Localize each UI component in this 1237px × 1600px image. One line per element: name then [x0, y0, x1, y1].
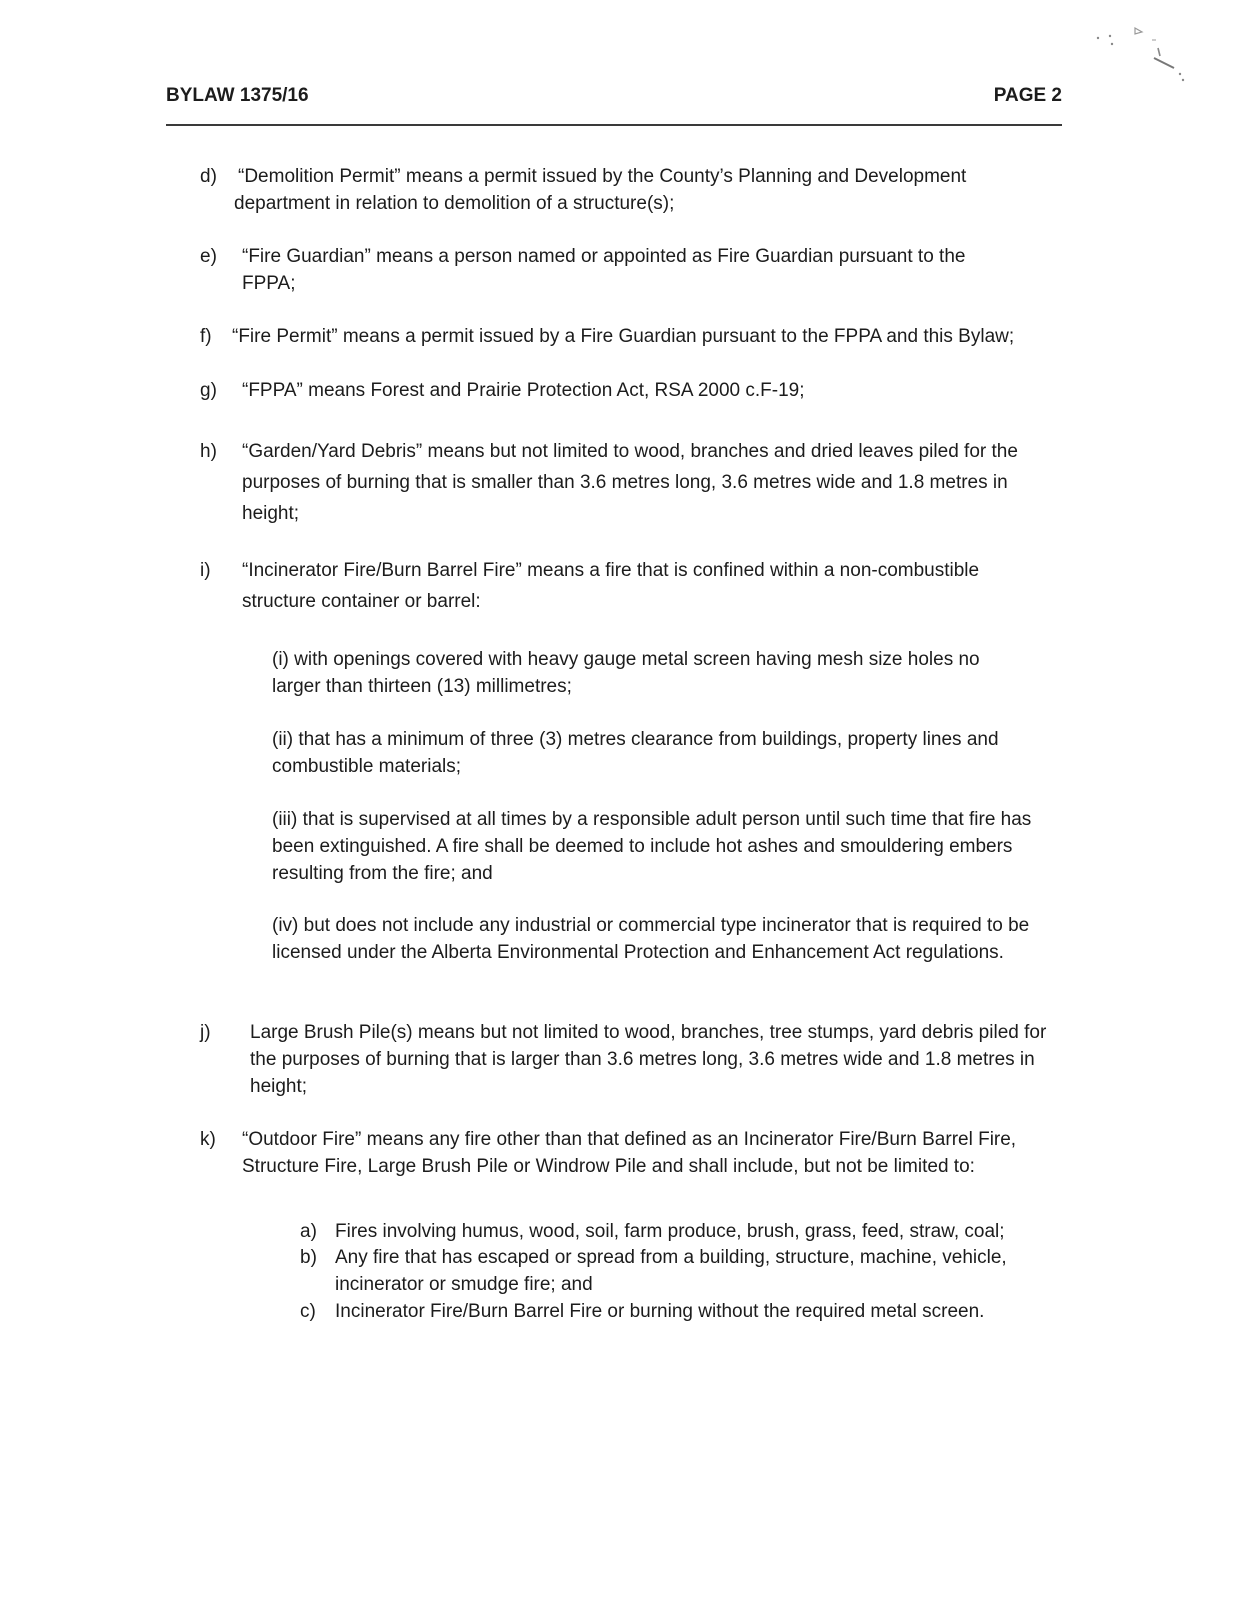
page-header	[166, 85, 1062, 111]
definition-text: “FPPA” means Forest and Prairie Protection Act, RSA 2000 c.F-19;	[242, 380, 805, 401]
definition-text: “Demolition Permit” means a permit issued by the County’s Planning and Development department in relation to demolition of a structure(s);	[234, 166, 967, 214]
outdoor-fire-text: Incinerator Fire/Burn Barrel Fire or burning without the required metal screen.	[335, 1301, 985, 1322]
incinerator-condition-i: (i) with openings covered with heavy gauge metal screen having mesh size holes no larger than thirteen (13) millimetres;	[272, 649, 980, 697]
definition-text: “Fire Guardian” means a person named or appointed as Fire Guardian pursuant to the FPPA;	[242, 246, 966, 294]
outdoor-fire-label: a)	[300, 1221, 317, 1242]
definition-text: “Garden/Yard Debris” means but not limited to wood, branches and dried leaves piled for the purposes of burning that is smaller than 3.6 metres long, 3.6 metres wide and 1.8 metres in height;	[242, 441, 1018, 524]
incinerator-condition-iv: (iv) but does not include any industrial or commercial type incinerator that is required to be licensed under the Alberta Environmental Protection and Enhancement Act regulations.	[272, 915, 1030, 963]
definition-label: g)	[200, 380, 217, 401]
outdoor-fire-label: b)	[300, 1247, 317, 1268]
definition-label: e)	[200, 246, 217, 267]
definition-text: Large Brush Pile(s) means but not limited to wood, branches, tree stumps, yard debris piled for the purposes of burning that is larger than 3.6 metres long, 3.6 metres wide and 1.8 metres in height;	[250, 1022, 1047, 1097]
outdoor-fire-label: c)	[300, 1301, 316, 1322]
outdoor-fire-text: Fires involving humus, wood, soil, farm produce, brush, grass, feed, straw, coal;	[335, 1221, 1005, 1242]
header-rule	[166, 124, 1062, 126]
definition-text: “Incinerator Fire/Burn Barrel Fire” means a fire that is confined within a non-combustible structure container or barrel:	[242, 560, 980, 612]
definition-label: j)	[200, 1022, 211, 1043]
bylaw-number: BYLAW 1375/16	[166, 85, 309, 106]
definition-label: d)	[200, 166, 217, 187]
definition-text: “Fire Permit” means a permit issued by a Fire Guardian pursuant to the FPPA and this Bylaw;	[232, 326, 1015, 347]
definition-label: h)	[200, 441, 217, 462]
scan-marks	[1090, 20, 1200, 90]
incinerator-condition-iii: (iii) that is supervised at all times by a responsible adult person until such time that fire has been extinguished. A fire shall be deemed to include hot ashes and smouldering embers resulting from the fire; and	[272, 809, 1032, 884]
definition-text: “Outdoor Fire” means any fire other than that defined as an Incinerator Fire/Burn Barrel Fire, Structure Fire, Large Brush Pile or Windrow Pile and shall include, but not be limited to:	[242, 1129, 1017, 1177]
incinerator-condition-ii: (ii) that has a minimum of three (3) metres clearance from buildings, property lines and combustible materials;	[272, 729, 999, 777]
definition-label: f)	[200, 326, 212, 347]
page-number: PAGE 2	[993, 85, 1062, 106]
definition-label: i)	[200, 560, 211, 581]
definition-label: k)	[200, 1129, 216, 1150]
outdoor-fire-text: Any fire that has escaped or spread from a building, structure, machine, vehicle, incinerator or smudge fire; and	[335, 1247, 1007, 1295]
